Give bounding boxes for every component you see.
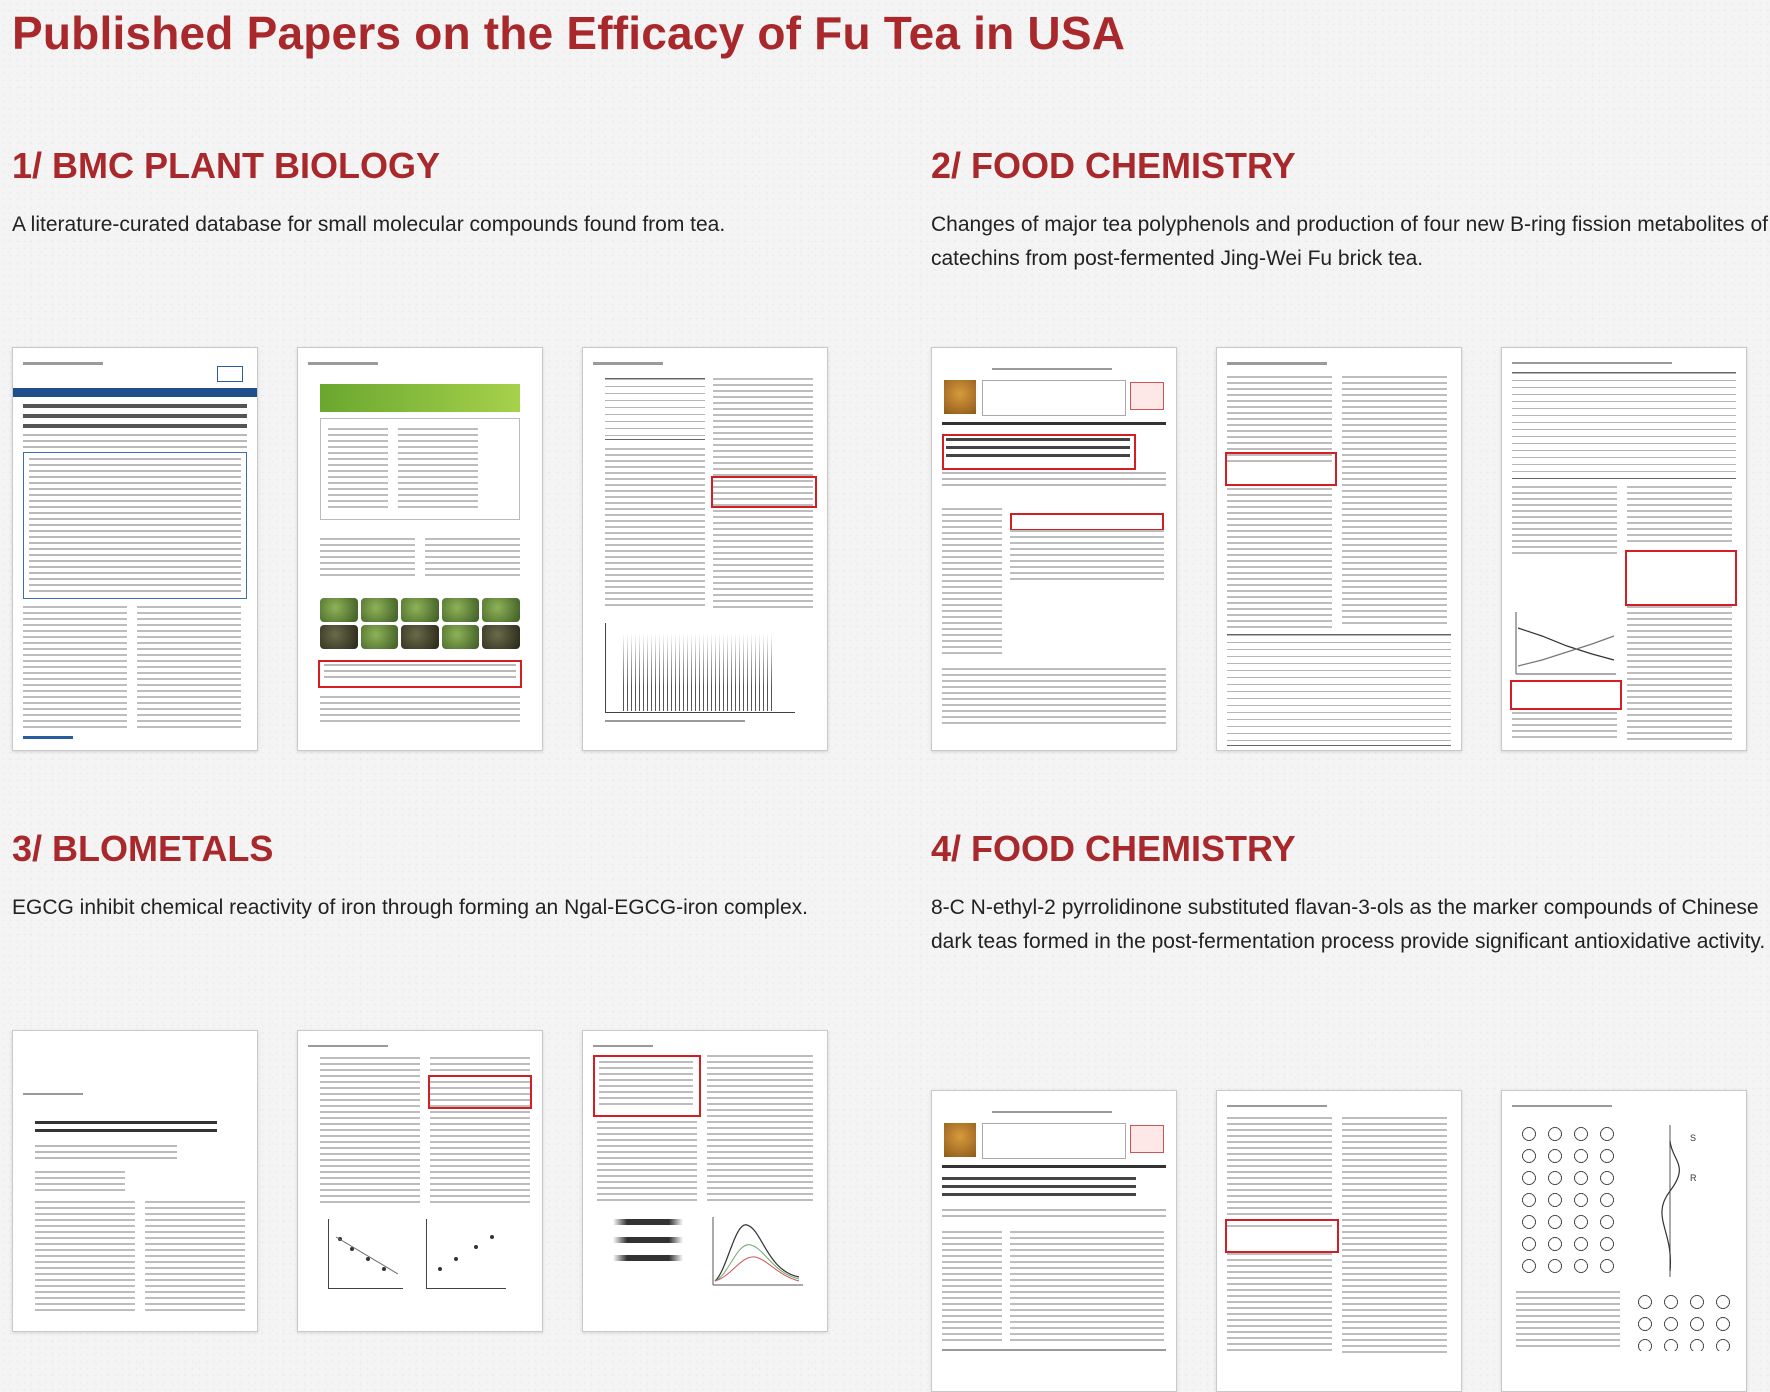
paper-section-food-chemistry-1	[931, 142, 1770, 276]
section-heading: 2/ FOOD CHEMISTRY	[931, 145, 1296, 186]
section-description: Changes of major tea polyphenols and production of four new B-ring fission metabolites of catechins from post-fermented Jing-Wei Fu brick tea.	[931, 213, 1768, 270]
paper-thumbnails	[931, 347, 1770, 752]
svg-text:R: R	[1690, 1173, 1697, 1183]
paper-page-thumbnail[interactable]	[1501, 1090, 1747, 1392]
paper-page-thumbnail[interactable]	[1216, 1090, 1462, 1392]
paper-page-thumbnail[interactable]	[931, 1090, 1177, 1392]
section-heading: 4/ FOOD CHEMISTRY	[931, 828, 1296, 869]
svg-text:S: S	[1690, 1133, 1697, 1143]
paper-thumbnails	[12, 1030, 852, 1305]
section-description: A literature-curated database for small molecular compounds found from tea.	[12, 213, 726, 236]
paper-section-food-chemistry-2	[931, 825, 1770, 1183]
paper-page-thumbnail[interactable]	[1501, 347, 1747, 751]
paper-thumbnails	[931, 1090, 1770, 1365]
page-title: Published Papers on the Efficacy of Fu Tea in USA	[12, 7, 1126, 59]
section-description: EGCG inhibit chemical reactivity of iron through forming an Ngal-EGCG-iron complex.	[12, 896, 808, 919]
paper-section-biometals	[12, 825, 872, 925]
paper-page-thumbnail[interactable]	[931, 347, 1177, 751]
section-heading: 1/ BMC PLANT BIOLOGY	[12, 145, 441, 186]
paper-page-thumbnail[interactable]	[12, 347, 258, 751]
section-heading: 3/ BLOMETALS	[12, 828, 274, 869]
paper-page-thumbnail[interactable]	[12, 1030, 258, 1332]
paper-page-thumbnail[interactable]	[1216, 347, 1462, 751]
section-description: 8-C N-ethyl-2 pyrrolidinone substituted flavan-3-ols as the marker compounds of Chinese dark teas formed in the post-fermentation process provide significant antioxidative activity.	[931, 896, 1766, 953]
paper-thumbnails	[12, 347, 852, 752]
paper-page-thumbnail[interactable]	[582, 1030, 828, 1332]
paper-section-bmc-plant-biology	[12, 142, 872, 242]
paper-page-thumbnail[interactable]	[297, 1030, 543, 1332]
paper-page-thumbnail[interactable]	[582, 347, 828, 751]
paper-page-thumbnail[interactable]	[297, 347, 543, 751]
